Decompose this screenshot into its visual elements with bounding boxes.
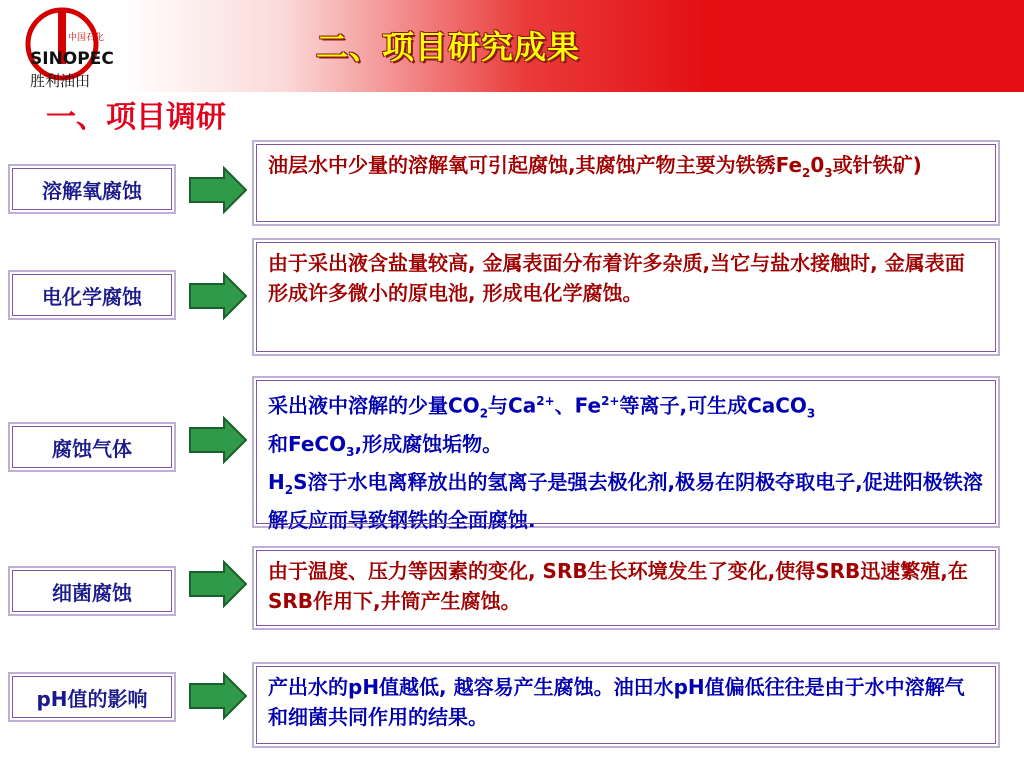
arrow-right-icon bbox=[188, 560, 248, 608]
gas-line-1: 采出液中溶解的少量$CO_2$与$Ca^{2+}$、$Fe^{2+}$等离子,可生成CaCO$_3$ bbox=[268, 393, 816, 421]
label-dissolved-oxygen-corrosion: 溶解氧腐蚀 bbox=[8, 164, 176, 214]
section-title: 一、项目调研 bbox=[46, 100, 226, 135]
desc-bacterial: 由于温度、压力等因素的变化, SRB生长环境发生了变化,使得SRB迅速繁殖,在SRB作用下,井筒产生腐蚀。 bbox=[252, 546, 1000, 630]
logo-text-cn: 中国石化 bbox=[68, 33, 105, 43]
desc-corrosive-gas bbox=[252, 376, 1000, 532]
logo-brand: SINOPEC bbox=[30, 49, 114, 69]
desc-dissolved-oxygen: 油层水中少量的溶解氧可引起腐蚀,其腐蚀产物主要为铁锈$Fe_20_3$或针铁矿) bbox=[252, 140, 1000, 226]
label-bacterial-corrosion: 细菌腐蚀 bbox=[8, 566, 176, 616]
label-electrochemical-corrosion: 电化学腐蚀 bbox=[8, 270, 176, 320]
logo-unit: 胜利油田 bbox=[30, 72, 91, 90]
arrow-right-icon bbox=[188, 166, 248, 214]
gas-line-3: $H_2S$溶于水电离释放出的氢离子是强去极化剂,极易在阴极夺取电子,促进阳极铁溶解反应而导致钢铁的全面腐蚀. bbox=[268, 469, 983, 532]
arrow-right-icon bbox=[188, 272, 248, 320]
desc-ph: 产出水的pH值越低, 越容易产生腐蚀。油田水pH值偏低往往是由于水中溶解气和细菌共同作用的结果。 bbox=[252, 662, 1000, 748]
label-ph-effect: pH值的影响 bbox=[8, 672, 176, 722]
page-title: 二、项目研究成果 bbox=[316, 28, 581, 66]
label-corrosive-gas: 腐蚀气体 bbox=[8, 422, 176, 472]
arrow-right-icon bbox=[188, 672, 248, 720]
gas-line-2: 和FeCO$_3$,形成腐蚀垢物。 bbox=[268, 431, 503, 459]
desc-electrochemical: 由于采出液含盐量较高, 金属表面分布着许多杂质,当它与盐水接触时, 金属表面形成许多微小的原电池, 形成电化学腐蚀。 bbox=[252, 238, 1000, 356]
sinopec-logo bbox=[18, 4, 122, 92]
arrow-right-icon bbox=[188, 416, 248, 464]
